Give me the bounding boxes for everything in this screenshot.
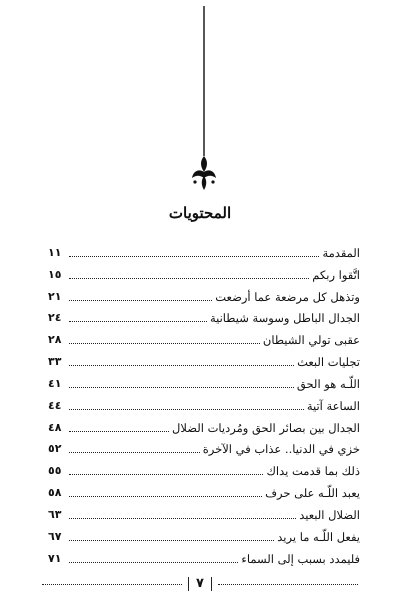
toc-entry-page: ٢١ bbox=[48, 289, 62, 303]
toc-entry-page: ٢٨ bbox=[48, 333, 62, 347]
toc-entry bbox=[48, 500, 360, 522]
toc-entry bbox=[48, 391, 360, 413]
toc-entry-page: ٦٣ bbox=[48, 507, 62, 521]
toc-leader-dots bbox=[69, 365, 294, 366]
toc-entry-title: عقبى تولي الشيطان bbox=[262, 333, 360, 348]
toc-leader-dots bbox=[69, 300, 212, 301]
toc-entry-title: وتذهل كل مرضعة عما أرضعت bbox=[215, 289, 360, 304]
toc-leader-dots bbox=[69, 387, 294, 388]
toc-entry-page: ١٥ bbox=[48, 267, 62, 281]
toc-leader-dots bbox=[69, 431, 169, 432]
toc-entry bbox=[48, 325, 360, 347]
toc-entry-title: الجدال بين بصائر الحق ومُرديات الضلال bbox=[172, 420, 360, 435]
page-title: المحتويات bbox=[168, 204, 232, 222]
toc-entry-page: ٤١ bbox=[48, 376, 62, 390]
toc-entry bbox=[48, 456, 360, 478]
toc-entry-title: فليمدد بسبب إلى السماء bbox=[241, 551, 360, 566]
toc-entry-title: يعبد اللّـه على حرف bbox=[265, 486, 360, 501]
toc-entry-page: ٥٢ bbox=[48, 442, 62, 456]
toc-entry bbox=[48, 304, 360, 326]
toc-leader-dots bbox=[69, 321, 207, 322]
toc-entry bbox=[48, 522, 360, 544]
toc-leader-dots bbox=[69, 452, 200, 453]
toc-entry-page: ٥٨ bbox=[48, 486, 62, 500]
toc-entry bbox=[48, 238, 360, 260]
toc-leader-dots bbox=[69, 474, 263, 475]
toc-list bbox=[48, 238, 360, 566]
toc-entry-page: ١١ bbox=[48, 245, 62, 259]
page-footer bbox=[42, 576, 358, 592]
toc-leader-dots bbox=[69, 409, 304, 410]
toc-entry bbox=[48, 369, 360, 391]
toc-entry-title: يفعل اللّـه ما يريد bbox=[277, 529, 360, 544]
footer-dots-left bbox=[42, 584, 182, 585]
page-number: ٧ bbox=[188, 577, 212, 591]
toc-entry-title: تجليات البعث bbox=[297, 355, 360, 370]
toc-entry-title: خزي في الدنيا.. عذاب في الآخرة bbox=[202, 442, 360, 457]
toc-entry-title: الجدال الباطل وسوسة شيطانية bbox=[209, 311, 360, 326]
toc-leader-dots bbox=[69, 496, 262, 497]
toc-entry-page: ٣٣ bbox=[48, 355, 62, 369]
toc-entry-page: ٢٤ bbox=[48, 311, 62, 325]
toc-entry bbox=[48, 413, 360, 435]
toc-entry-title: المقدمة bbox=[322, 245, 360, 260]
toc-entry-page: ٤٤ bbox=[48, 398, 62, 412]
toc-entry bbox=[48, 260, 360, 282]
toc-entry-page: ٥٥ bbox=[48, 464, 62, 478]
toc-leader-dots bbox=[69, 256, 319, 257]
toc-leader-dots bbox=[69, 343, 260, 344]
toc-entry-title: الساعة آتية bbox=[306, 398, 360, 413]
toc-entry bbox=[48, 544, 360, 566]
toc-entry bbox=[48, 435, 360, 457]
toc-entry-page: ٧١ bbox=[48, 551, 62, 565]
ornament-divider bbox=[190, 6, 218, 190]
toc-entry-title: ذلك بما قدمت يداك bbox=[266, 464, 360, 479]
toc-leader-dots bbox=[69, 278, 309, 279]
toc-entry-title: اتَّقوا ربكم bbox=[312, 267, 360, 282]
toc-entry bbox=[48, 282, 360, 304]
footer-dots-right bbox=[218, 584, 358, 585]
toc-entry-title: اللّـه هو الحق bbox=[296, 376, 360, 391]
toc-leader-dots bbox=[69, 540, 274, 541]
toc-entry-title: الضلال البعيد bbox=[299, 507, 360, 522]
toc-entry-page: ٤٨ bbox=[48, 420, 62, 434]
toc-leader-dots bbox=[69, 518, 296, 519]
toc-entry bbox=[48, 478, 360, 500]
toc-entry bbox=[48, 347, 360, 369]
toc-leader-dots bbox=[69, 562, 238, 563]
toc-entry-page: ٦٧ bbox=[48, 529, 62, 543]
